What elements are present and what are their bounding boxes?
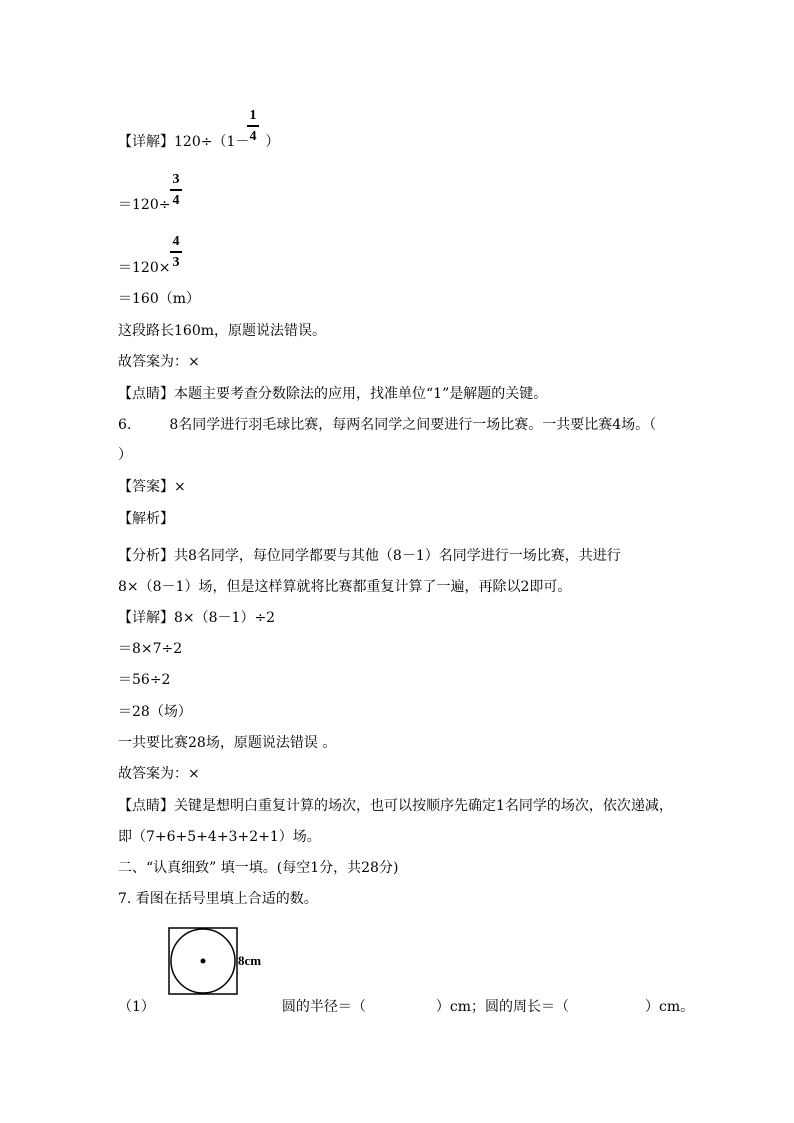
- detail-6-line-3: ＝56÷2: [118, 672, 171, 688]
- analysis-line-2: 8×（8－1）场，但是这样算就将比赛都重复计算了一遍，再除以2即可。: [118, 579, 572, 595]
- analysis-line-1: 【分析】共8名同学，每位同学都要与其他（8－1）名同学进行一场比赛，共进行: [118, 548, 621, 564]
- detail-line-2-text: ＝120÷: [118, 197, 171, 213]
- detail-line-1-prefix: 【详解】120÷（1－: [118, 134, 250, 150]
- detail-6-answer: 故答案为：×: [118, 766, 200, 782]
- question-7: 7. 看图在括号里填上合适的数。: [118, 891, 318, 907]
- fraction-four-thirds: [170, 234, 182, 270]
- detail-line-3-text: ＝120×: [118, 260, 171, 276]
- fraction-three-quarters: [170, 172, 182, 208]
- radius-blank-label: 圆的半径＝（: [281, 999, 366, 1015]
- question-6-number: 6.: [118, 417, 132, 433]
- remark-line: 【点睛】本题主要考查分数除法的应用，找准单位“1”是解题的关键。: [118, 386, 548, 402]
- fraction-numerator: 3: [172, 172, 180, 187]
- unit-suffix: ）cm。: [645, 999, 695, 1015]
- fraction-bar: [247, 125, 259, 127]
- conclusion-line: 这段路长160m，原题说法错误。: [118, 323, 326, 339]
- detail-6-conclusion: 一共要比赛28场，原题说法错误 。: [118, 735, 337, 751]
- detail-line-1-suffix: ）: [265, 134, 280, 150]
- detail-6-line-1: 【详解】8×（8－1）÷2: [118, 610, 276, 626]
- question-6: [118, 416, 656, 434]
- question-6-answer: 【答案】×: [118, 479, 186, 495]
- question-6-close-paren: ）: [118, 447, 132, 463]
- circumference-blank-label: ）cm；圆的周长＝（: [435, 999, 570, 1015]
- fraction-denominator: 3: [172, 254, 180, 270]
- detail-6-line-2: ＝8×7÷2: [118, 641, 183, 657]
- fraction-bar: [170, 189, 182, 191]
- detail-line-2: [118, 196, 170, 214]
- fraction-numerator: 1: [249, 108, 257, 123]
- circle-in-square-figure: [168, 927, 238, 995]
- answer-line: 故答案为：×: [118, 354, 200, 370]
- detail-6-line-4: ＝28（场）: [118, 704, 192, 720]
- fraction-denominator: 4: [172, 192, 180, 208]
- figure-side-label: 8cm: [238, 953, 262, 968]
- question-6-text: 8名同学进行羽毛球比赛，每两名同学之间要进行一场比赛。一共要比赛4场。（: [169, 417, 657, 433]
- question-7-part-1: [118, 998, 694, 1016]
- fraction-bar: [170, 251, 182, 253]
- detail-line-4: ＝160（m）: [118, 291, 200, 307]
- detail-line-3: [118, 259, 170, 277]
- question-6-analysis-heading: 【解析】: [118, 511, 174, 527]
- section-2-heading: 二、“认真细致” 填一填。(每空1分，共28分): [118, 860, 399, 876]
- question-7-part-1-number: （1）: [118, 999, 155, 1015]
- remark-6-line-2: 即（7+6+5+4+3+2+1）场。: [118, 829, 321, 845]
- fraction-numerator: 4: [172, 234, 180, 249]
- fraction-denominator: 4: [249, 128, 257, 144]
- circle-center-dot: [201, 959, 206, 964]
- fraction-one-quarter: [247, 108, 259, 144]
- remark-6-line-1: 【点睛】关键是想明白重复计算的场次，也可以按顺序先确定1名同学的场次，依次递减，: [118, 798, 673, 814]
